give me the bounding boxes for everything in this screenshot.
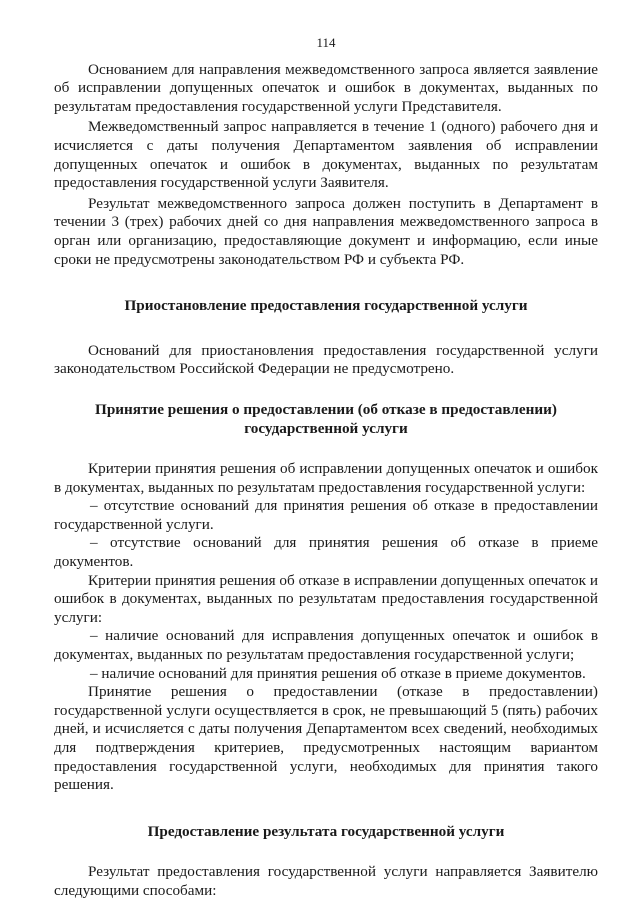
refuse-list-item: – наличие оснований для принятия решения об отказе в приеме документов. <box>90 664 586 682</box>
criteria-refuse-text: Критерии принятия решения об отказе в исправлении допущенных опечаток и ошибок в документах, выданных по результатам предоставления государственной услуги: <box>54 571 598 626</box>
section-heading-result: Предоставление результата государственной услуги <box>147 822 505 840</box>
section-heading-decision <box>54 401 598 438</box>
refuse-list-item: – наличие оснований для исправления допущенных опечаток и ошибок в документах, выданных по результатам предоставления государственной услуги; <box>54 627 598 664</box>
page-number: 114 <box>316 35 336 50</box>
result-text: Результат предоставления государственной услуги направляется Заявителю следующими способами: <box>54 863 598 899</box>
section-heading-suspension: Приостановление предоставления государственной услуги <box>124 297 528 315</box>
grant-list-item: – отсутствие оснований для принятия решения об отказе в предоставлении государственной услуги. <box>54 497 598 533</box>
decision-heading-line1: Принятие решения о предоставлении (об отказе в предоставлении) <box>95 400 557 418</box>
suspension-text: Оснований для приостановления предоставления государственной услуги законодательством Российской Федерации не предусмотрено. <box>54 341 598 378</box>
decision-timing-text: Принятие решения о предоставлении (отказе в предоставлении) государственной услуги осуществляется в срок, не превышающий 5 (пять) рабочих дней, и исчисляется с даты получения Департаментом всех сведений, необходимых для подтверждения критериев, предусмотренных настоящим вариантом предоставления государственной услуги, необходимых для принятия такого решения. <box>54 683 598 794</box>
decision-heading-line2: государственной услуги <box>244 419 408 437</box>
criteria-grant-text: Критерии принятия решения об исправлении допущенных опечаток и ошибок в документах, выданных по результатам предоставления государственной услуги: <box>54 460 598 496</box>
grant-list-item: – отсутствие оснований для принятия решения об отказе в приеме документов. <box>54 534 598 571</box>
intro-paragraph: Основанием для направления межведомственного запроса является заявление об исправлении допущенных опечаток и ошибок в документах, выданных по результатам предоставления государственной услуги Представителя. <box>54 60 598 115</box>
intro-paragraph: Межведомственный запрос направляется в течение 1 (одного) рабочего дня и исчисляется с даты получения Департаментом заявления об исправлении допущенных опечаток и ошибок в документах, выданных по результатам предоставления государственной услуги Заявителя. <box>54 118 598 192</box>
intro-paragraph: Результат межведомственного запроса должен поступить в Департамент в течении 3 (трех) рабочих дней со дня направления межведомственного запроса в орган или организацию, предоставляющие документ и информацию, если иные сроки не предусмотрены законодательством РФ и субъекта РФ. <box>54 194 598 268</box>
